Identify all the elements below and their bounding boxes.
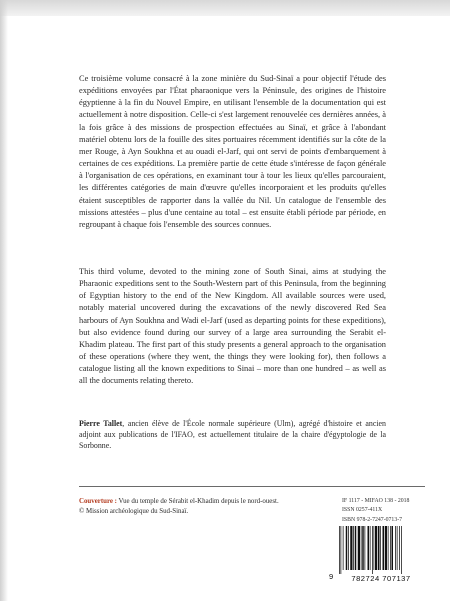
barcode-bar: [374, 526, 375, 570]
english-summary-paragraph: This third volume, devoted to the mining zone of South Sinai, aims at studying the Pharaonic expeditions sent to the South-Western part of this Peninsula, from the beginning of Egyptian history to the end of the New Kingdom. All available sources were used, notably material uncovered during the excavations of the newly discovered Red Sea harbours of Ayn Soukhna and Wadi el-Jarf (used as departing points for these expeditions), but also evidence found during our survey of a large area surrounding the Serabit el-Khadim plateau. The first part of this study presents a general approach to the organisation of these operations (where they went, the things they were looking for), then follows a catalogue listing all the known expeditions to Sinai – more than one hundred – as well as all the documents relating thereto.: [79, 267, 386, 386]
barcode-bar: [365, 526, 366, 570]
barcode-bar: [358, 526, 360, 570]
cover-copyright: © Mission archéologique du Sud-Sinaï.: [79, 508, 189, 515]
barcode-bar: [355, 526, 357, 570]
barcode-bar: [362, 526, 364, 570]
barcode-bar: [390, 526, 391, 570]
barcode-bar: [341, 526, 342, 574]
barcode-bar: [380, 526, 381, 570]
cover-credit-text: Vue du temple de Sérabit el-Khadim depuis le nord-ouest.: [116, 498, 279, 505]
barcode-bar: [395, 526, 396, 570]
barcode-bar: [346, 526, 348, 570]
barcode-bar: [392, 526, 394, 570]
author-bio-text: , ancien élève de l'École normale supérieure (Ulm), agrégé d'histoire et ancien adjoint aux publications de l'IFAO, est actuellement titulaire de la chaire d'égyptologie de la Sorbonne.: [79, 419, 386, 450]
barcode-bar: [370, 526, 371, 570]
barcode-bar: [397, 526, 398, 570]
barcode-digits: 782724 707137: [351, 574, 411, 583]
barcode-bar: [388, 526, 389, 570]
author-bio: [79, 418, 386, 451]
issn-number: ISSN 0257-411X: [342, 507, 383, 514]
barcode-bar: [401, 526, 402, 574]
barcode-bar: [399, 526, 400, 570]
series-reference: IF 1117 - MIFAO 138 - 2018: [342, 498, 410, 504]
barcode-bar: [375, 526, 377, 570]
barcode-bar: [378, 526, 380, 570]
cover-credit: [79, 497, 319, 517]
footer-divider: [79, 486, 425, 487]
barcode-bar: [348, 526, 349, 570]
publication-references: [342, 497, 434, 525]
author-name: Pierre Tallet: [79, 419, 123, 428]
barcode-bar: [339, 526, 340, 574]
barcode-bar: [383, 526, 385, 570]
barcode-bars-icon: [335, 524, 427, 574]
barcode-bar: [372, 526, 373, 574]
isbn-number: ISBN 978-2-7247-0713-7: [342, 516, 403, 523]
isbn-barcode: [329, 524, 427, 586]
barcode-bar: [385, 526, 387, 570]
barcode-bar: [343, 526, 344, 570]
barcode-bar: [361, 526, 362, 570]
barcode-bar: [353, 526, 354, 570]
top-edge-shadow: [0, 0, 450, 16]
barcode-lead-digit: 9: [329, 572, 334, 581]
french-summary-paragraph: Ce troisième volume consacré à la zone minière du Sud-Sinaï a pour objectif l'étude des expéditions envoyées par l'État pharaonique vers la Péninsule, des origines de l'histoire égyptienne à la fin du Nouvel Empire, en utilisant l'ensemble de la documentation qui est actuellement à notre disposition. Celle-ci s'est largement renouvelée ces dernières années, à la fois grâce à des missions de prospection effectuées au Sinaï, et grâce à l'abondant matériel obtenu lors de la fouille des sites portuaires récemment identifiés sur la côte de la mer Rouge, à Ayn Soukhna et au ouadi el-Jarf, qui ont servi de points d'embarquement à certaines de ces expéditions. La première partie de cette étude s'intéresse de façon générale à l'organisation de ces opérations, en examinant tour à tour les lieux qu'elles parcouraient, les différentes catégories de main d'œuvre qu'elles incorporaient et les produits qu'elles étaient susceptibles de rapporter dans la vallée du Nil. Un catalogue de l'ensemble des missions attestées – plus d'une centaine au total – est ensuite établi période par période, en regroupant à chaque fois l'ensemble des sources connues.: [79, 74, 386, 229]
barcode-bar: [350, 526, 352, 570]
spine-shadow: [0, 0, 8, 601]
barcode-bar: [368, 526, 370, 570]
cover-credit-label: Couverture :: [79, 498, 117, 505]
